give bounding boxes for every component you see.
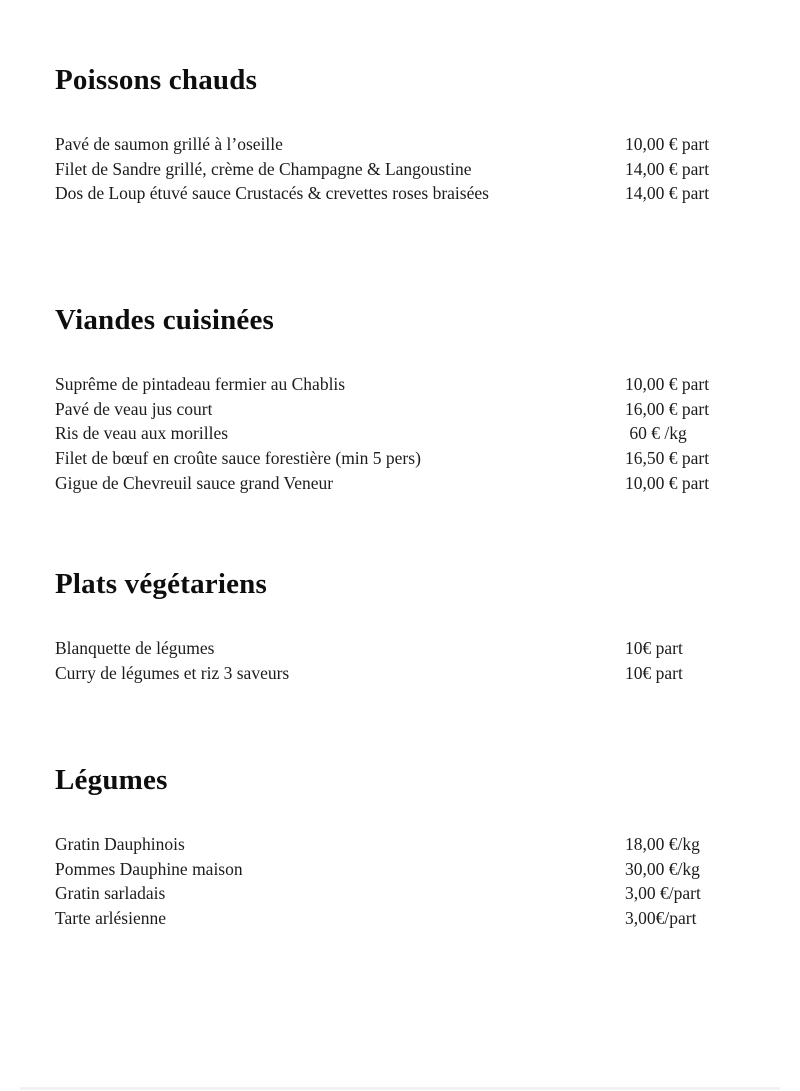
section-items: [55, 132, 760, 206]
section-title: Plats végétariens: [55, 568, 267, 600]
menu-item: [55, 471, 760, 496]
menu-item: [55, 397, 760, 422]
menu-item: [55, 181, 760, 206]
page-bottom-divider: [20, 1087, 780, 1090]
menu-item: [55, 157, 760, 182]
menu-item: [55, 832, 760, 857]
dish-name: Tarte arlésienne: [55, 908, 166, 929]
dish-price: 14,00 € part: [625, 183, 710, 204]
menu-section-plats-vegetariens: [55, 566, 760, 685]
section-items: [55, 832, 760, 931]
dish-name: Pommes Dauphine maison: [55, 858, 243, 879]
menu-section-legumes: [55, 762, 760, 931]
dish-name: Gigue de Chevreuil sauce grand Veneur: [55, 472, 334, 493]
dish-price: 10,00 € part: [625, 374, 710, 394]
menu-item: [55, 446, 760, 471]
section-title: Poissons chauds: [55, 64, 258, 96]
menu-item: [55, 132, 760, 157]
section-items: [55, 636, 760, 685]
dish-price: 10,00 € part: [625, 134, 710, 154]
menu-item: [55, 636, 760, 661]
section-title: Viandes cuisinées: [55, 304, 275, 336]
dish-name: Gratin sarladais: [55, 883, 166, 904]
dish-name: Suprême de pintadeau fermier au Chablis: [55, 374, 346, 394]
dish-name: Pavé de saumon grillé à l’oseille: [55, 134, 283, 154]
section-items: [55, 372, 760, 495]
dish-price: 60 € /kg: [625, 423, 687, 444]
dish-name: Pavé de veau jus court: [55, 398, 213, 419]
dish-name: Gratin Dauphinois: [55, 834, 185, 854]
dish-price: 10€ part: [625, 638, 683, 658]
dish-price: 10€ part: [625, 662, 683, 683]
menu-item: [55, 372, 760, 397]
dish-name: Dos de Loup étuvé sauce Crustacés & crevettes roses braisées: [55, 183, 489, 204]
dish-price: 3,00 €/part: [625, 883, 701, 904]
section-title: Légumes: [55, 764, 168, 796]
menu-item: [55, 906, 760, 931]
dish-price: 16,00 € part: [625, 398, 710, 419]
dish-name: Filet de Sandre grillé, crème de Champagne & Langoustine: [55, 158, 472, 179]
dish-price: 14,00 € part: [625, 158, 710, 179]
dish-price: 30,00 €/kg: [625, 858, 700, 879]
dish-name: Curry de légumes et riz 3 saveurs: [55, 662, 290, 683]
dish-name: Ris de veau aux morilles: [55, 423, 229, 444]
dish-price: 16,50 € part: [625, 448, 710, 469]
menu-item: [55, 661, 760, 686]
dish-price: 18,00 €/kg: [625, 834, 700, 854]
menu-item: [55, 881, 760, 906]
dish-name: Filet de bœuf en croûte sauce forestière (min 5 pers): [55, 448, 421, 469]
dish-price: 10,00 € part: [625, 472, 710, 493]
dish-name: Blanquette de légumes: [55, 638, 215, 658]
menu-item: [55, 857, 760, 882]
menu-section-poissons-chauds: [55, 62, 760, 206]
menu-section-viandes-cuisinees: [55, 302, 760, 495]
menu-item: [55, 421, 760, 446]
dish-price: 3,00€/part: [625, 908, 697, 929]
